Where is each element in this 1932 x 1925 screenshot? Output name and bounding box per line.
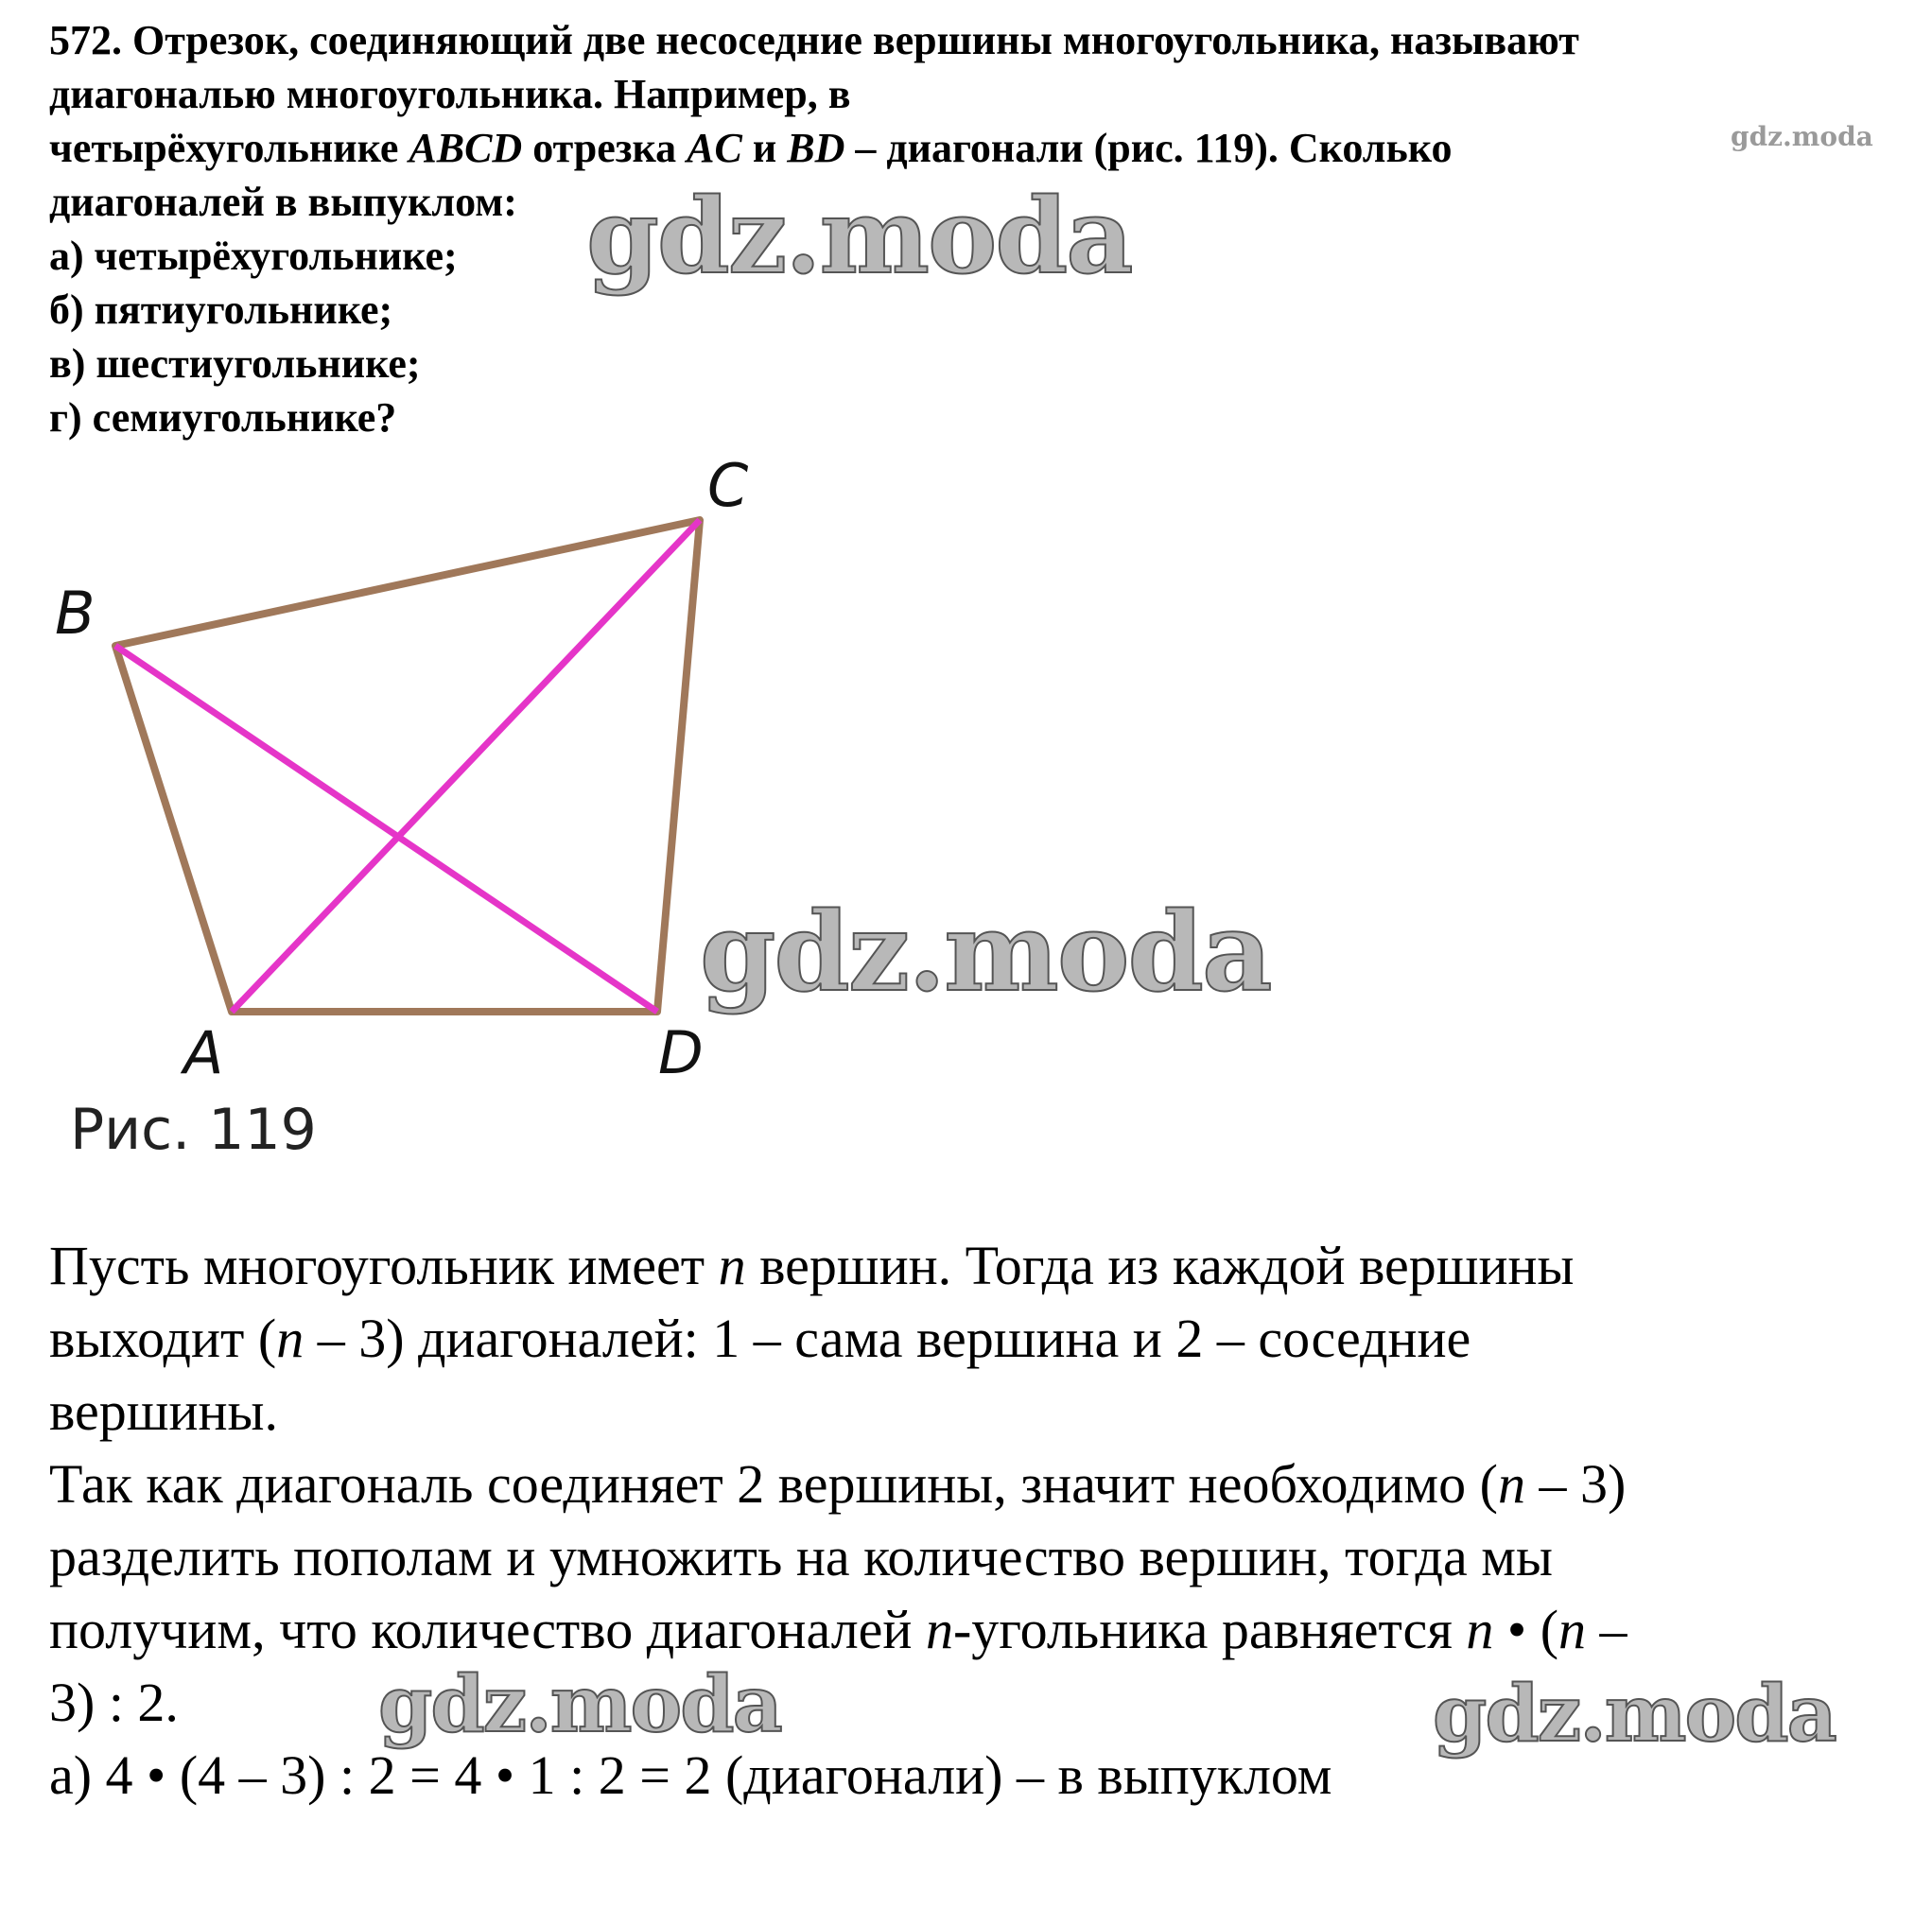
task-line: [49, 121, 1903, 175]
solution-answer-a: а) 4 • (4 – 3) : 2 = 4 • 1 : 2 = 2 (диагонали) – в выпуклом: [49, 1744, 1332, 1806]
solution-text-part: Пусть многоугольник имеет: [49, 1235, 719, 1296]
vertex-label-a: A: [183, 1018, 224, 1087]
figure-caption: Рис. 119: [70, 1097, 317, 1163]
variable-n: n: [1466, 1599, 1494, 1660]
variable-n: n: [276, 1308, 305, 1369]
solution-text-part: • (: [1493, 1599, 1559, 1660]
quadrilateral-sides: [115, 520, 700, 1012]
task-text: четырёхугольнике: [49, 125, 409, 171]
task-item-a: а) четырёхугольнике;: [49, 233, 458, 279]
solution-line: 3) : 2.: [49, 1672, 179, 1733]
solution-text-part: получим, что количество диагоналей: [49, 1599, 926, 1660]
vertex-label-d: D: [658, 1018, 704, 1087]
watermark: gdz.moda: [700, 889, 1271, 1016]
task-line: диагональю многоугольника. Например, в: [49, 71, 851, 117]
task-item-c: в) шестиугольнике;: [49, 340, 421, 387]
solution-line: вершины.: [49, 1380, 278, 1442]
solution-line: [49, 1229, 1912, 1302]
solution-text-part: -угольника равняется: [952, 1599, 1467, 1660]
diagonal-ac-name: AC: [687, 125, 742, 171]
quad-name: ABCD: [409, 125, 523, 171]
solution-line: [49, 1448, 1912, 1520]
diagonal-bd: [115, 646, 657, 1012]
vertex-label-c: C: [707, 451, 749, 520]
vertex-label-b: B: [55, 579, 96, 648]
solution-text-part: – 3) диагоналей: 1 – сама вершина и 2 – соседние: [304, 1308, 1471, 1369]
solution-line: разделить пополам и умножить на количество вершин, тогда мы: [49, 1526, 1553, 1587]
watermark: gdz.moda: [1433, 1669, 1836, 1760]
watermark-small: gdz.moda: [1731, 121, 1873, 152]
variable-n: n: [1558, 1599, 1587, 1660]
diagonal-ac: [232, 520, 700, 1012]
variable-n: n: [718, 1235, 746, 1296]
diagonal-bd-name: BD: [787, 125, 845, 171]
task-line: 572. Отрезок, соединяющий две несоседние вершины многоугольника, называют: [49, 17, 1579, 63]
variable-n: n: [925, 1599, 953, 1660]
solution-line: [49, 1593, 1912, 1666]
task-text: – диагонали (рис. 119). Сколько: [844, 125, 1453, 171]
task-line: диагоналей в выпуклом:: [49, 179, 517, 225]
watermark: gdz.moda: [378, 1659, 781, 1750]
solution-text-part: –: [1586, 1599, 1627, 1660]
solution-text-part: выходит (: [49, 1308, 277, 1369]
solution-line: [49, 1302, 1912, 1375]
quadrilateral-figure: [38, 444, 813, 1201]
task-text: и: [741, 125, 788, 171]
solution-text-part: – 3): [1524, 1453, 1627, 1515]
watermark: gdz.moda: [586, 175, 1132, 297]
task-text: отрезка: [522, 125, 688, 171]
solution-text-part: вершин. Тогда из каждой вершины: [745, 1235, 1575, 1296]
task-item-d: г) семиугольнике?: [49, 394, 397, 441]
task-item-b: б) пятиугольнике;: [49, 286, 393, 333]
variable-n: n: [1497, 1453, 1525, 1515]
solution-text-part: Так как диагональ соединяет 2 вершины, значит необходимо (: [49, 1453, 1498, 1515]
